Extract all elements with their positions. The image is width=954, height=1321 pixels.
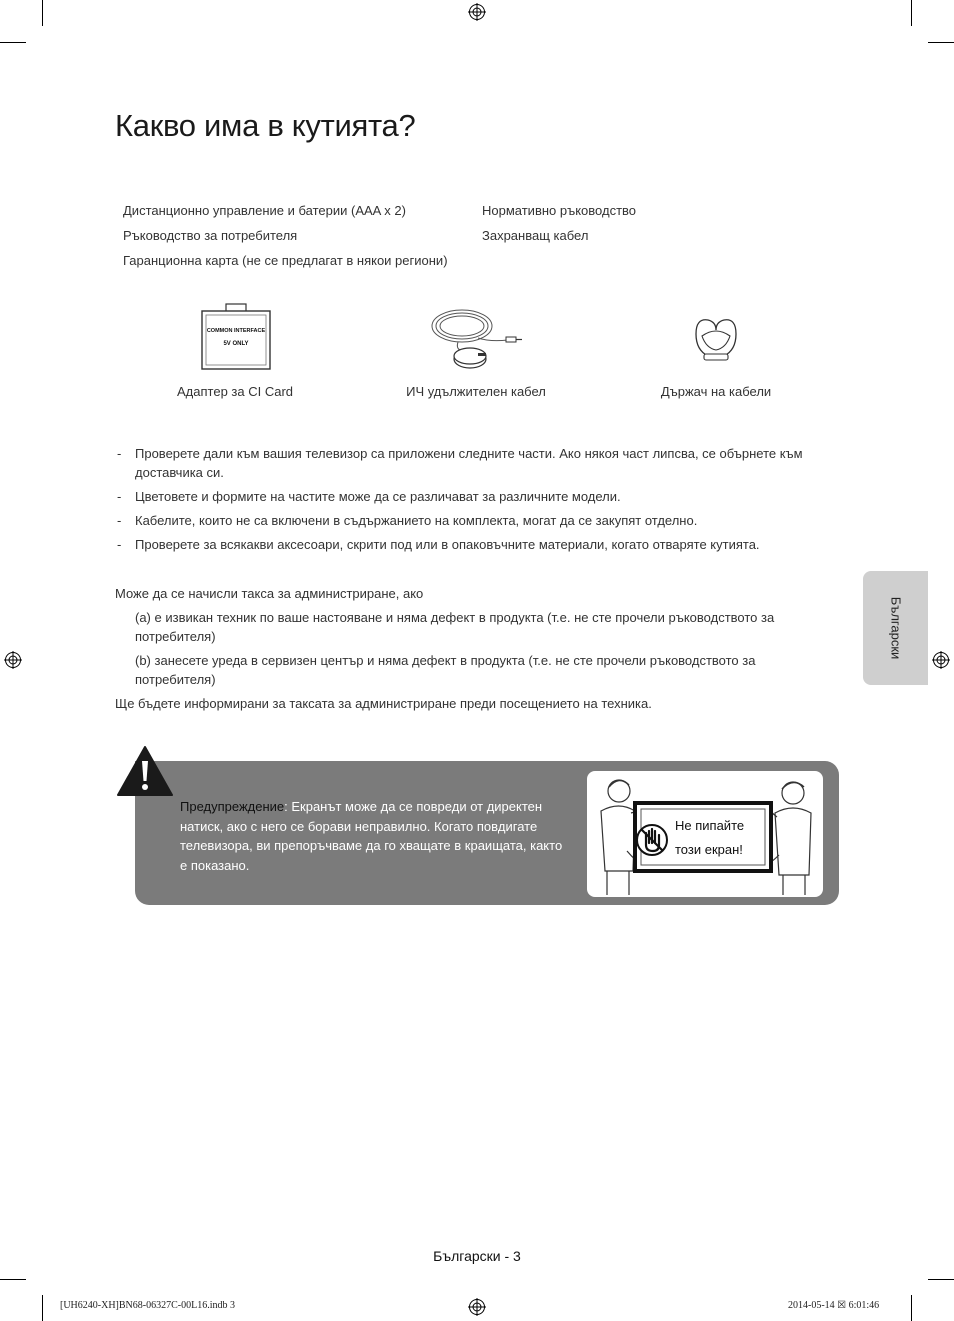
list-item: - Кабелите, които не са включени в съдържанието на комплекта, могат да се закупят отделно. bbox=[117, 513, 698, 528]
admin-condition-a: (a) е извикан техник по ваше настояване и няма дефект в продукта (т.е. не сте прочели ръководството за потребителя) bbox=[135, 610, 775, 644]
list-item: - Проверете за всякакви аксесоари, скрити под или в опаковъчните материали, когато отваряте кутията. bbox=[117, 537, 760, 552]
list-item: - Проверете дали към вашия телевизор са приложени следните части. Ако някоя част липсва, се обърнете към доставчика си. bbox=[117, 446, 803, 480]
crop-mark bbox=[911, 1295, 912, 1321]
registration-mark-icon bbox=[468, 1298, 486, 1316]
crop-mark bbox=[0, 1279, 26, 1280]
accessory-label: ИЧ удължителен кабел bbox=[406, 384, 546, 399]
crop-mark bbox=[42, 0, 43, 26]
ir-extension-cable-icon bbox=[428, 302, 524, 376]
admin-condition-b: (b) занесете уреда в сервизен център и няма дефект в продукта (т.е. не сте прочели ръководството за потребителя) bbox=[135, 653, 756, 687]
crop-mark bbox=[0, 42, 26, 43]
warning-triangle-icon bbox=[116, 745, 174, 797]
cable-holder-icon bbox=[690, 314, 742, 364]
list-item: - Цветовете и формите на частите може да се различават за различните модели. bbox=[117, 489, 621, 504]
ci-card-adapter-icon bbox=[198, 302, 274, 374]
accessory-label: Държач на кабели bbox=[660, 384, 772, 399]
list-item: Захранващ кабел bbox=[482, 228, 589, 243]
admin-fee-section bbox=[115, 584, 835, 713]
warning-text: Предупреждение: Екранът може да се повреди от директен натиск, ако с него се борави неправилно. Когато повдигате телевизора, ви препоръчваме да го хващате в краищата, както е показано. bbox=[180, 799, 563, 873]
registration-mark-icon bbox=[4, 651, 22, 669]
ci-card-print-line1: COMMON INTERFACE bbox=[206, 328, 266, 334]
ci-card-print-line2: 5V ONLY bbox=[223, 341, 249, 347]
crop-mark bbox=[42, 1295, 43, 1321]
sign-text bbox=[675, 814, 744, 862]
list-item: Нормативно ръководство bbox=[482, 203, 637, 218]
crop-mark bbox=[928, 1279, 954, 1280]
page-footer: Български - 3 bbox=[433, 1248, 521, 1264]
crop-mark bbox=[911, 0, 912, 26]
crop-mark bbox=[928, 42, 954, 43]
sign-line-2: този екран! bbox=[675, 842, 743, 857]
registration-mark-icon bbox=[468, 3, 486, 21]
list-item: Дистанционно управление и батерии (AAA x 2) bbox=[123, 203, 406, 218]
accessory-label: Адаптер за CI Card bbox=[177, 384, 293, 399]
side-tab-label: Български bbox=[888, 596, 903, 660]
list-item: Ръководство за потребителя bbox=[123, 228, 298, 243]
language-side-tab bbox=[863, 571, 928, 685]
registration-mark-icon bbox=[932, 651, 950, 669]
notes-list bbox=[117, 444, 837, 559]
admin-intro: Може да се начисли такса за администриране, ако bbox=[115, 586, 424, 601]
admin-final: Ще бъдете информирани за таксата за администриране преди посещението на техника. bbox=[115, 696, 652, 711]
warning-label: Предупреждение bbox=[180, 799, 285, 814]
list-item: Гаранционна карта (не се предлагат в някои региони) bbox=[123, 253, 448, 268]
sign-line-1: Не пипайте bbox=[675, 818, 745, 833]
page-title: Какво има в кутията? bbox=[115, 108, 416, 143]
print-info-left: [UH6240-XH]BN68-06327C-00L16.indb 3 bbox=[60, 1300, 235, 1311]
print-info-right: 2014-05-14 ☒ 6:01:46 bbox=[788, 1300, 880, 1311]
